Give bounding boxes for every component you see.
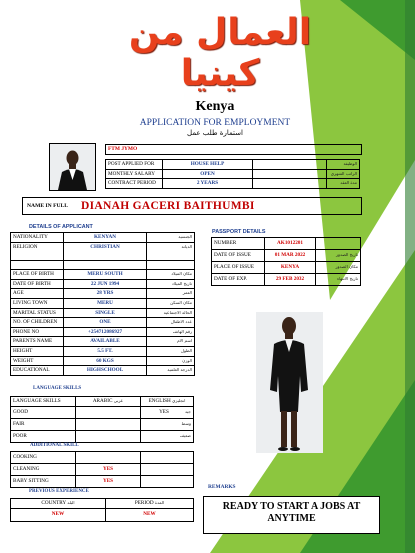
additional-table <box>10 451 194 488</box>
country-col-header <box>11 499 106 509</box>
passport-table <box>211 237 361 286</box>
details-table <box>10 232 195 376</box>
skill-label: CLEANING <box>11 464 76 476</box>
passport-header: PASSPORT DETAILS <box>212 229 266 235</box>
skill-label: COOKING <box>11 452 76 464</box>
full-name-bar <box>22 197 362 215</box>
detail-label: NO. OF CHILDREN <box>11 318 64 328</box>
table-row <box>11 430 194 442</box>
contract-label: CONTRACT PERIOD <box>106 179 163 189</box>
detail-value: 22 JUN 1994 <box>64 279 147 289</box>
table-row <box>11 242 195 260</box>
lang-level: POOR <box>11 430 76 442</box>
detail-label-ar: رقم الهاتف <box>147 327 195 337</box>
lang-arabic-value <box>76 418 141 430</box>
table-row <box>11 308 195 318</box>
detail-value: AVAILABLE <box>64 337 147 347</box>
arabic-title: العمال من كينيا <box>128 12 312 94</box>
blank-cell <box>253 160 327 170</box>
country-ar: البلد <box>67 500 75 505</box>
lang-level-ar: جيد <box>184 408 191 414</box>
arabic-en-label: ARABIC <box>92 398 113 404</box>
table-row <box>11 356 195 366</box>
table-row <box>11 452 194 464</box>
detail-label: LIVING TOWN <box>11 298 64 308</box>
table-row <box>11 464 194 476</box>
table-row <box>11 318 195 328</box>
period-en: PERIOD <box>134 500 154 506</box>
full-name: DIANAH GACERI BAITHUMBI <box>81 200 255 212</box>
detail-value: HIGHSCHOOL <box>64 366 147 376</box>
salary-label-ar: الراتب الشهري <box>327 169 360 179</box>
detail-label-ar: الجنسية <box>147 233 195 243</box>
blank-cell <box>253 169 327 179</box>
agency-name: FTM JYMO <box>108 146 138 152</box>
detail-label: NATIONALITY <box>11 233 64 243</box>
country-en: COUNTRY <box>41 500 66 506</box>
detail-label-ar <box>147 260 195 270</box>
passport-value: KENYA <box>265 262 316 274</box>
english-en-label: ENGLISH <box>148 398 171 404</box>
contract-value: 2 YEARS <box>163 179 253 189</box>
detail-value <box>64 260 147 270</box>
lang-col-english <box>141 397 194 407</box>
name-label: NAME IN FULL <box>27 203 69 209</box>
table-row <box>212 250 361 262</box>
table-row <box>212 262 361 274</box>
detail-label-ar: الطول <box>147 346 195 356</box>
detail-label: HEIGHT <box>11 346 64 356</box>
table-row <box>106 169 360 179</box>
experience-country: NEW <box>11 508 106 521</box>
detail-value: 28 YRS <box>64 289 147 299</box>
table-row <box>11 397 194 407</box>
detail-label: EDUCATIONAL <box>11 366 64 376</box>
lang-level-ar: وسط <box>181 420 191 426</box>
skill-value <box>76 452 141 464</box>
table-row <box>212 274 361 286</box>
lang-col-arabic <box>76 397 141 407</box>
applicant-photo-full <box>256 312 323 453</box>
detail-value: 60 KGS <box>64 356 147 366</box>
language-table <box>10 396 194 443</box>
table-row <box>11 279 195 289</box>
passport-label: NUMBER <box>212 238 265 250</box>
agency-bar <box>105 144 362 155</box>
detail-value: 5.5 FT. <box>64 346 147 356</box>
table-row <box>11 327 195 337</box>
detail-label: MARITAL STATUS <box>11 308 64 318</box>
table-row <box>106 179 360 189</box>
detail-label <box>11 260 64 270</box>
lang-arabic-value <box>76 430 141 442</box>
form-title: APPLICATION FOR EMPLOYMENT <box>139 118 291 128</box>
detail-label: WEIGHT <box>11 356 64 366</box>
table-row <box>11 260 195 270</box>
table-row <box>11 418 194 430</box>
passport-value: AK1012201 <box>265 238 316 250</box>
detail-value: MERU SOUTH <box>64 270 147 280</box>
table-row <box>11 508 194 521</box>
period-ar: المدة <box>154 500 165 505</box>
detail-label-ar: الديانة <box>147 242 195 260</box>
lang-english-cell <box>141 430 194 442</box>
blank-cell <box>253 179 327 189</box>
detail-label-ar: الحالة الاجتماعية <box>147 308 195 318</box>
table-row <box>11 499 194 509</box>
remarks-text: READY TO START A JOBS AT ANYTIME <box>222 501 361 524</box>
detail-label: AGE <box>11 289 64 299</box>
detail-value: MERU <box>64 298 147 308</box>
blank-cell <box>141 476 194 488</box>
detail-label-ar: تاريخ الميلاد <box>147 279 195 289</box>
detail-label: PLACE OF BIRTH <box>11 270 64 280</box>
detail-label-ar: مكان السكن <box>147 298 195 308</box>
detail-value: CHRISTIAN <box>64 242 147 260</box>
post-label-ar: الوظيفة <box>327 160 360 170</box>
lang-col-header: LANGUAGE SKILLS <box>11 397 76 407</box>
skill-label: BABY SITTING <box>11 476 76 488</box>
table-row <box>11 298 195 308</box>
form-title-arabic: استمارة طلب عمل <box>187 129 243 137</box>
lang-english-value: YES <box>159 408 169 415</box>
passport-label: DATE OF EXP. <box>212 274 265 286</box>
detail-label-ar: مكان الميلاد <box>147 270 195 280</box>
detail-value: SINGLE <box>64 308 147 318</box>
arabic-ar-label: عربي <box>113 398 124 403</box>
passport-label: DATE OF ISSUE <box>212 250 265 262</box>
passport-value: 01 MAR 2022 <box>265 250 316 262</box>
blank-cell <box>141 452 194 464</box>
passport-label-ar: تاريخ الصدور <box>316 250 361 262</box>
lang-arabic-value <box>76 406 141 418</box>
detail-label: DATE OF BIRTH <box>11 279 64 289</box>
table-row <box>11 406 194 418</box>
lang-level: GOOD <box>11 406 76 418</box>
table-row <box>11 270 195 280</box>
blank-cell <box>141 464 194 476</box>
salary-value: OPEN <box>163 169 253 179</box>
table-row <box>11 476 194 488</box>
english-ar-label: انجليزي <box>172 398 186 403</box>
experience-period: NEW <box>106 508 194 521</box>
table-row <box>11 233 195 243</box>
passport-label-ar: مكان الصدور <box>316 262 361 274</box>
lang-english-cell <box>141 418 194 430</box>
detail-value: ONE <box>64 318 147 328</box>
detail-label-ar: اسم الام <box>147 337 195 347</box>
detail-label-ar: العمر <box>147 289 195 299</box>
table-row <box>11 346 195 356</box>
detail-label-ar: الوزن <box>147 356 195 366</box>
passport-label: PLACE OF ISSUE <box>212 262 265 274</box>
skill-value: YES <box>76 476 141 488</box>
period-col-header <box>106 499 194 509</box>
additional-header: ADDITIONAL SKILL <box>30 443 79 448</box>
lang-english-cell <box>141 406 194 418</box>
table-row <box>106 160 360 170</box>
remarks-label: REMARKS <box>208 484 236 490</box>
passport-value: 29 FEB 2032 <box>265 274 316 286</box>
detail-label: RELIGION <box>11 242 64 260</box>
applicant-photo-small <box>49 143 96 191</box>
detail-value: +254712086927 <box>64 327 147 337</box>
table-row <box>212 238 361 250</box>
lang-level: FAIR <box>11 418 76 430</box>
experience-header: PREVIOUS EXPERIENCE <box>29 489 89 494</box>
salary-label: MONTHLY SALARY <box>106 169 163 179</box>
detail-label-ar: عدد الاطفال <box>147 318 195 328</box>
post-table <box>105 159 360 189</box>
table-row <box>11 337 195 347</box>
post-label: POST APPLIED FOR <box>106 160 163 170</box>
detail-label: PARENTS NAME <box>11 337 64 347</box>
passport-label-ar <box>316 238 361 250</box>
experience-table <box>10 498 194 522</box>
table-row <box>11 366 195 376</box>
skill-value: YES <box>76 464 141 476</box>
detail-value: KENYAN <box>64 233 147 243</box>
contract-label-ar: مدة العقد <box>327 179 360 189</box>
detail-label: PHONE NO <box>11 327 64 337</box>
table-row <box>11 289 195 299</box>
lang-level-ar: ضعيف <box>179 432 191 438</box>
language-header: LANGUAGE SKILLS <box>33 386 82 391</box>
details-header: DETAILS OF APPLICANT <box>29 224 93 230</box>
passport-label-ar: تاريخ الانتهاء <box>316 274 361 286</box>
detail-label-ar: الدرجة العلمية <box>147 366 195 376</box>
country-heading: Kenya <box>195 99 235 114</box>
post-value: HOUSE HELP <box>163 160 253 170</box>
remarks-box <box>203 496 380 534</box>
